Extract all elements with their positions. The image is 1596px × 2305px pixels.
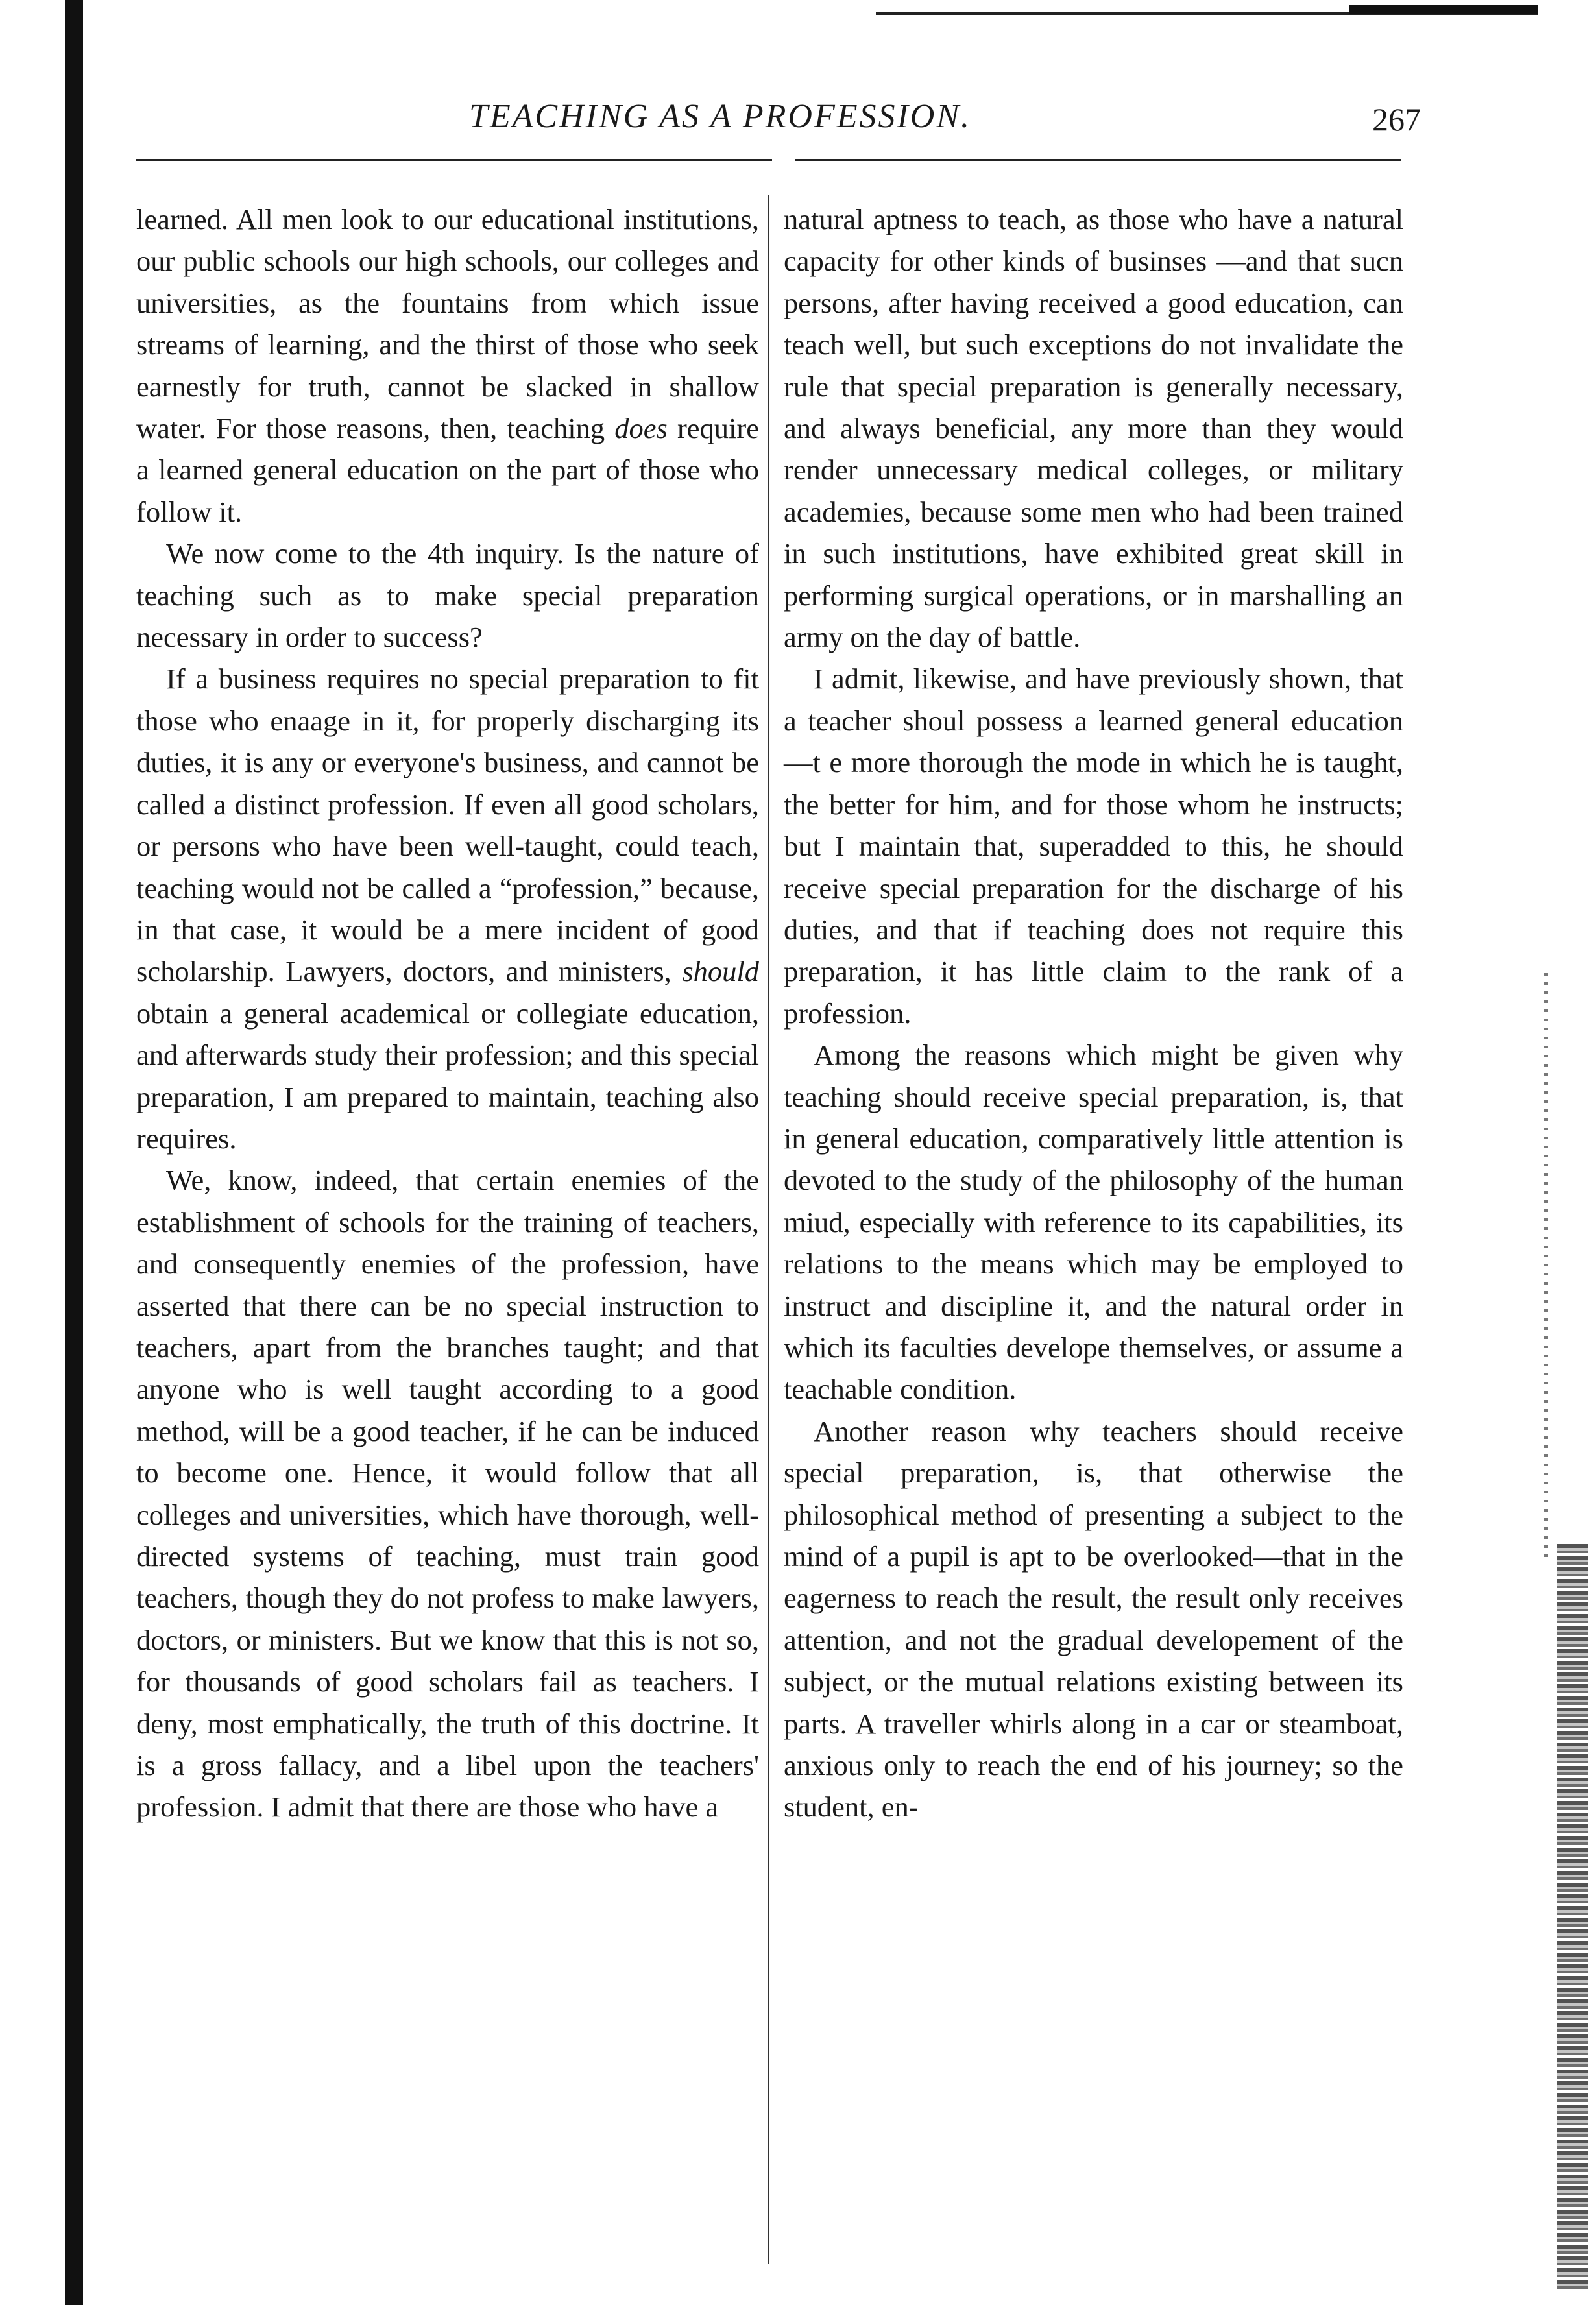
scan-binding-edge (65, 0, 83, 2305)
right-paragraph-4: Another reason why teachers should receive special preparation, is, that otherwise the philosophical method of presenting a subject to the mind of a pupil is apt to be overlooked—that in the eagerness to reach the result, the result only receives attention, and not the gradual developement of the subject, or the mutual relations existing between its parts. A traveller whirls along in a car or steamboat, anxious only to reach the end of his journey; so the student, en- (784, 1414, 1403, 1824)
running-title: TEACHING AS A PROFESSION. (468, 98, 972, 135)
left-paragraph-2: We now come to the 4th inquiry. Is the nature of teaching such as to make special preparation necessary in order to success? (136, 537, 759, 654)
right-paragraph-2: I admit, likewise, and have previously shown, that a teacher shoul​ possess a learned general education—t​ ​e more thorough the mode in which he is taught, the better for him, and for those whom he instructs; but I maintain that, superadded to this, he should receive special preparation for the discharge of his duties, and that if teaching does not require this preparation, it has little claim to the rank of a profession. (784, 662, 1403, 1030)
right-paragraph-1: natural aptness to teach, as those who have a natural capacity for other kinds of businses —and that sucn persons, after having received a good education, can teach well, but such exceptions do not invalidate the rule that special preparation is generally necessary, and always beneficial, any more than they would render unnecessary medical colleges, or military academies, because some men who had been trained in such institutions, have exhibited great skill in performing surgical operations, or in marshalling an army on the day of battle. (784, 203, 1403, 654)
page-number: 267 (1372, 101, 1421, 138)
left-paragraph-3-before: If a business requires no special preparation to fit those who enaage in it, for properly discharging its duties, it is any or everyone's business, and cannot be called a distinct profession. If even all good scholars, or persons who have been well-taught, could teach, teaching would not be called a “profession,” because, in that case, it would be a mere incident of good scholarship. Lawyers, doctors, and ministers, (136, 662, 759, 988)
header-rule-right (795, 159, 1401, 161)
left-paragraph-1-before: learned. All men look to our educational institutions, our public schools our high schools, our colleges and universities, as the fountains from which issue streams of learning, and the thirst of those who seek earnestly for truth, cannot be slacked in shallow water. For those reasons, then, teaching (136, 203, 759, 445)
left-paragraph-3-after: obtain a general academical or collegiate education, and afterwards study their profession; and this special preparation, I am prepared to maintain, teaching also requires. (136, 996, 759, 1155)
emphasis-does: does (614, 412, 668, 445)
left-paragraph-3 (136, 658, 759, 1159)
left-paragraph-1-after: require a learned general education on the part of those who follow it. (136, 412, 759, 528)
right-paragraph-3: Among the reasons which might be given why teaching should receive special preparation, is, that in general education, comparatively little attention is devoted to the study of the philosophy of the human miud, especially with reference to its capabilities, its relations to the means which may be employed to instruct and discipline it, and the natural order in which its faculties develope themselves, or assume a teachable condition. (784, 1039, 1403, 1406)
emphasis-should: should (682, 955, 759, 988)
header-rule-left (136, 159, 772, 161)
left-column (136, 199, 759, 1828)
scan-right-edge-noise (1544, 973, 1548, 1557)
scan-right-edge-binding (1557, 1544, 1588, 2290)
right-column (784, 199, 1403, 1828)
left-paragraph-4: We, know, indeed, that certain enemies of the establishment of schools for the training of teachers, and consequently enemies of the profession, have asserted that there can be no special instruction to teachers, apart from the branches taught; and that anyone who is well taught according to a good method, will be a good teacher, if he can be induced to become one. Hence, it would follow that all colleges and universities, which have thorough, well-directed systems of teaching, must train good teachers, though they do not profess to make lawyers, doctors, or ministers. But we know that this is not so, for thousands of good scholars fail as teachers. I deny, most emphatically, the truth of this doctrine. It is a gross fallacy, and a libel upon the teachers' profession. I admit that there are those who have a (136, 1164, 759, 1824)
column-divider (768, 195, 769, 2264)
scan-top-edge-dark (1349, 5, 1538, 14)
left-paragraph-1 (136, 199, 759, 533)
